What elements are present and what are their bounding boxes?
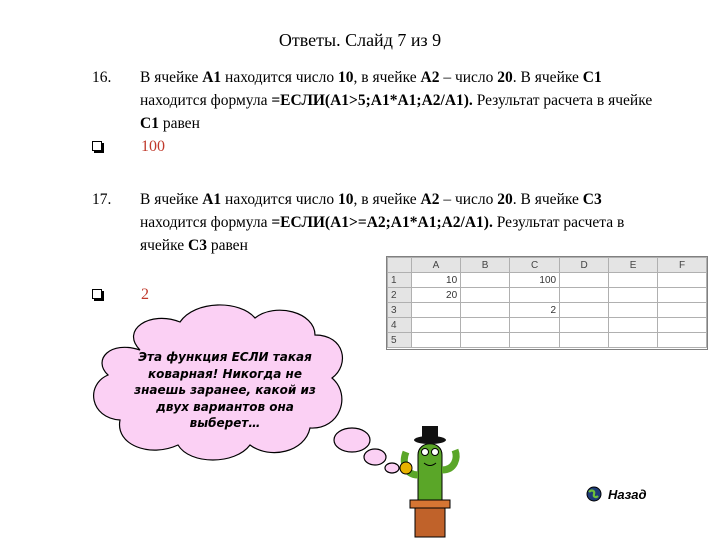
back-link-label: Назад xyxy=(608,487,647,502)
cell-c1: 100 xyxy=(510,273,560,288)
thought-bubble-small xyxy=(385,463,399,473)
question-number: 17. xyxy=(92,191,112,208)
column-header: E xyxy=(609,258,658,273)
text-segment: В ячейке xyxy=(140,69,203,86)
column-header: A xyxy=(411,258,460,273)
text-segment: находится формула xyxy=(140,92,272,109)
text-segment: . В ячейке xyxy=(512,191,583,208)
text-segment: – число xyxy=(439,191,498,208)
answer-value: 100 xyxy=(141,138,165,155)
text-segment: , в ячейке xyxy=(353,69,421,86)
row-header: 4 xyxy=(388,318,412,333)
speech-bubble-text: Эта функция ЕСЛИ такая коварная! Никогда не знаешь заранее, какой из двух вариантов она выберет… xyxy=(134,350,316,430)
text-segment: . В ячейке xyxy=(512,69,583,86)
thought-bubble-medium xyxy=(364,449,386,465)
text-segment: находится формула xyxy=(140,214,272,231)
bold-term: А2 xyxy=(420,191,440,208)
bold-term: С3 xyxy=(188,237,207,254)
bold-term: =ЕСЛИ(А1>5;А1*А1;А2/А1). xyxy=(271,92,473,109)
row-header: 5 xyxy=(388,333,412,348)
bold-term: А1 xyxy=(202,191,222,208)
bold-term: =ЕСЛИ(А1>=А2;А1*А1;А2/А1). xyxy=(271,214,493,231)
text-segment: – число xyxy=(439,69,498,86)
answer-value: 2 xyxy=(141,286,149,303)
bold-term: А2 xyxy=(420,69,440,86)
row-header: 1 xyxy=(388,273,412,288)
text-segment: , в ячейке xyxy=(353,191,421,208)
bold-term: С1 xyxy=(140,115,159,132)
text-segment: В ячейке xyxy=(140,191,203,208)
text-segment: находится число xyxy=(221,191,339,208)
text-segment: находится число xyxy=(221,69,339,86)
cactus-character xyxy=(400,426,456,537)
bold-term: С3 xyxy=(582,191,602,208)
text-segment: Результат расчета в ячейке xyxy=(140,214,625,254)
bold-term: 10 xyxy=(338,69,354,86)
column-header: D xyxy=(560,258,609,273)
cell-c3: 2 xyxy=(510,303,560,318)
bold-term: 20 xyxy=(497,191,513,208)
text-segment: равен xyxy=(158,115,200,132)
cell-a2: 20 xyxy=(411,288,460,303)
cell-a1: 10 xyxy=(411,273,460,288)
bold-term: А1 xyxy=(202,69,222,86)
bold-term: С1 xyxy=(582,69,602,86)
bold-term: 20 xyxy=(497,69,513,86)
column-header: F xyxy=(658,258,707,273)
row-header: 3 xyxy=(388,303,412,318)
slide-title: Ответы. Слайд 7 из 9 xyxy=(278,30,442,50)
text-segment: равен xyxy=(206,237,248,254)
column-header: B xyxy=(461,258,510,273)
text-segment: Результат расчета в ячейке xyxy=(472,92,653,109)
bold-term: 10 xyxy=(338,191,354,208)
thought-bubble-large xyxy=(334,428,370,452)
column-header: C xyxy=(510,258,560,273)
row-header: 2 xyxy=(388,288,412,303)
question-number: 16. xyxy=(92,69,112,86)
globe-icon xyxy=(586,486,602,502)
